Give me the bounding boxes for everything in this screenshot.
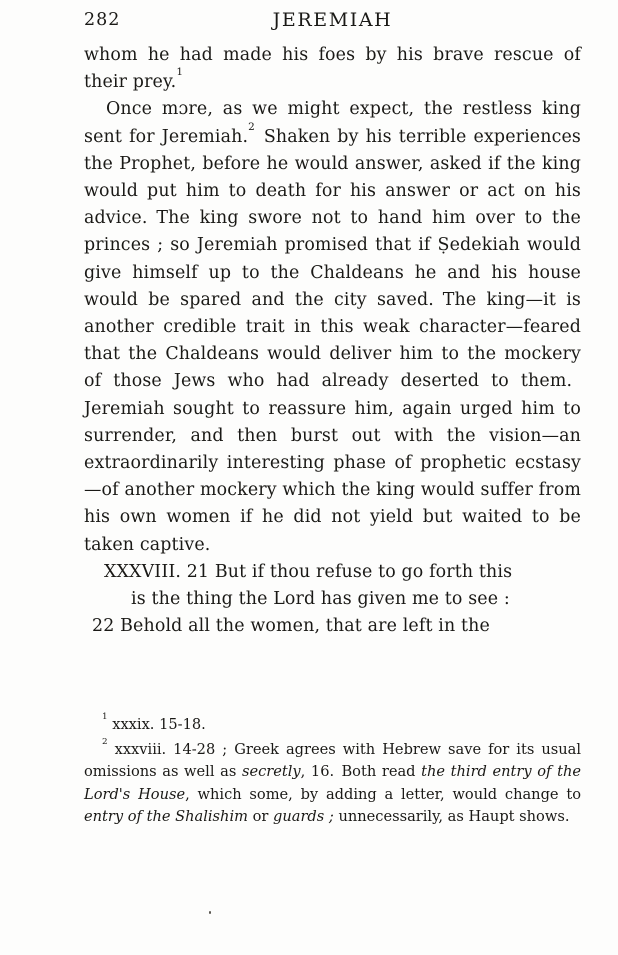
footnotes-section — [84, 711, 581, 828]
running-header — [84, 9, 581, 31]
footnote-2: $^2$ xxxviii. 14-28 ; Greek agrees with Hebrew save for its usual omissions as well as secretly, 16. Both read the third entry of the Lord's House, which some, by adding a letter, would change to entry of the Shalishim or guards ; unnecessarily, as Haupt shows. — [84, 736, 581, 825]
verse-line-21: XXXVIII. 21 But if thou refuse to go forth this — [104, 561, 513, 582]
footnote-1: $^1$ xxxix. 15-18. — [102, 711, 206, 733]
header-title: JEREMIAH — [272, 9, 393, 31]
paragraph-main: Once mɔre, as we might expect, the restless king sent for Jeremiah.$^2$ Shaken by his terrible experiences the Prophet, before he would answer, asked if the king would put him to death for his answer or act on his advice. The king swore not to hand him over to the princes ; so Jeremiah promised that if Ṣedekiah would give himself up to the Chaldeans he and his house would be spared and the city saved. The king—it is another credible trait in this weak character—feared that the Chaldeans would deliver him to the mockery of those Jews who had already deserted to them. Jeremiah sought to reassure him, again urged him to surrender, and then burst out with the vision—an extraordinarily interesting phase of prophetic ecstasy—of another mockery which the king would suffer from his own women if he did not yield but waited to be taken captive. — [84, 99, 582, 555]
body-text — [84, 42, 581, 640]
verse-line-21-cont: is the thing the Lord has given me to see : — [131, 589, 510, 610]
verse-line-22: 22 Behold all the women, that are left in the — [92, 616, 490, 637]
print-artifact-dot — [209, 911, 211, 914]
page-number: 282 — [84, 10, 121, 30]
paragraph-continued: whom he had made his foes by his brave rescue of their prey.$^1$ — [84, 45, 581, 93]
scripture-quote — [84, 559, 581, 641]
